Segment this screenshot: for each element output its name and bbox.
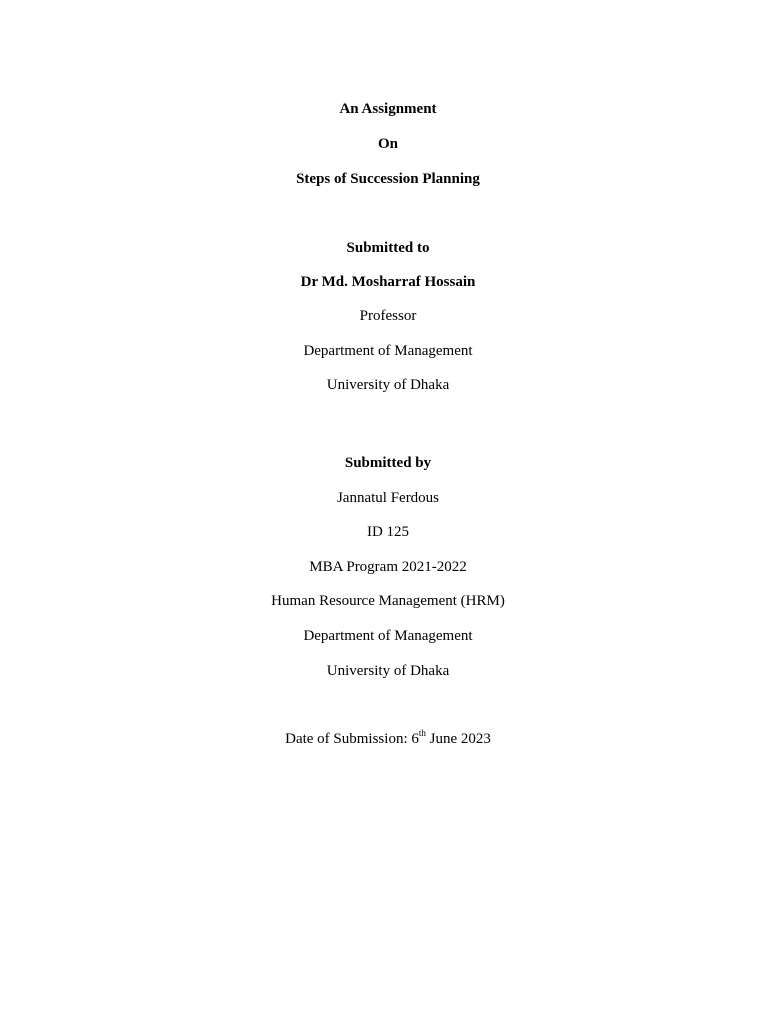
student-major: Human Resource Management (HRM) [271,593,505,609]
date-ordinal-suffix: th [418,728,426,738]
submitted-to-heading: Submitted to [346,240,430,256]
submission-date-rest: June 2023 [425,731,491,747]
student-name: Jannatul Ferdous [336,490,440,506]
submission-date [0,729,768,749]
supervisor-name: Dr Md. Mosharraf Hossain [300,274,476,290]
supervisor-university: University of Dhaka [326,377,450,393]
student-id: ID 125 [366,524,410,540]
title-line-on: On [377,136,398,152]
assignment-topic: Steps of Succession Planning [296,171,480,187]
supervisor-designation: Professor [359,308,417,324]
title-line-assignment: An Assignment [339,101,437,117]
submitted-by-heading: Submitted by [344,455,432,471]
student-department: Department of Management [303,628,473,644]
student-program: MBA Program 2021-2022 [309,559,467,575]
submission-date-label: Date of Submission: 6 [285,731,419,747]
supervisor-department: Department of Management [303,343,473,359]
student-university: University of Dhaka [326,663,450,679]
